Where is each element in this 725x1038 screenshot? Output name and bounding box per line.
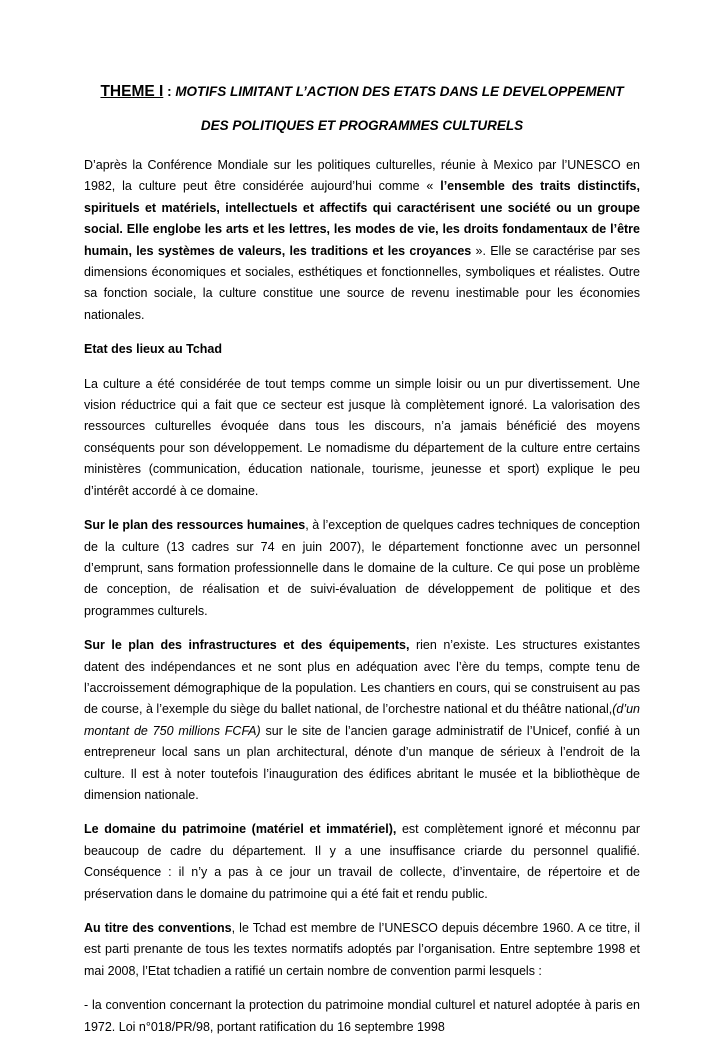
title-text: MOTIFS LIMITANT L’ACTION DES ETATS DANS LE DEVELOPPEMENT [175, 84, 624, 99]
list-item-convention-1972: - la convention concernant la protection du patrimoine mondial culturel et naturel adoptée à paris en 1972. Loi n°018/PR/98, portant ratification du 16 septembre 1998 [84, 998, 640, 1034]
infrastructures-body-1: rien n’existe. Les structures existantes datent des indépendances et ne sont plus en adéquation avec l’ère du temps, compte tenu de l’accroissement démographique de la population. Les chantiers en cours, qui se construisent au pas de course, à l’exemple du siège du ballet national, de l’orchestre national et du théâtre national, [84, 638, 640, 717]
infrastructures-montant-italic: (d’un montant de 750 millions FCFA) [84, 702, 640, 738]
title-separator: : [163, 84, 176, 99]
document-title [84, 82, 640, 102]
paragraph-patrimoine [84, 819, 640, 905]
conventions-lead: Au titre des conventions [84, 921, 232, 935]
paragraph-ressources-humaines [84, 515, 640, 622]
title-theme-label: THEME I [100, 83, 164, 100]
ressources-humaines-lead: Sur le plan des ressources humaines [84, 518, 306, 533]
paragraph-infrastructures [84, 635, 640, 806]
patrimoine-body: est complètement ignoré et méconnu par beaucoup de cadre du département. Il y a une insuffisance criarde du personnel qualifié. Conséquence : il n’y a pas à ce jour un travail de collecte, d’inventaire, de répertoire et de préservation dans le domaine du patrimoine qui a été fait et rendu public. [84, 822, 640, 901]
intro-run-before-quote: D’après la Conférence Mondiale sur les politiques culturelles, réunie à Mexico par l’UNESCO en 1982, la culture peut être considérée aujourd’hui comme « [84, 158, 640, 194]
infrastructures-lead: Sur le plan des infrastructures et des équipements, [84, 638, 410, 653]
ressources-humaines-body: , à l’exception de quelques cadres techniques de conception de la culture (13 cadres sur 74 en juin 2007), le département fonctionne avec un personnel d’emprunt, sans formation professionnelle dans le domaine de la culture. Ce qui pose un problème de conception, de réalisation et de suivi-évaluation de développement de politique et des programmes culturels. [84, 518, 640, 618]
conventions-body: , le Tchad est membre de l’UNESCO depuis décembre 1960. A ce titre, il est parti prenante de tous les textes normatifs adoptés par l’organisation. Entre septembre 1998 et mai 2008, l’Etat tchadien a ratifié un certain nombre de convention parmi lesquels : [84, 921, 640, 978]
section-heading-etat-des-lieux: Etat des lieux au Tchad [84, 342, 223, 357]
paragraph-intro [84, 155, 640, 326]
paragraph-conventions [84, 918, 640, 982]
intro-quoted-definition: l’ensemble des traits distinctifs, spirituels et matériels, intellectuels et affectifs qui caractérisent une société ou un groupe social. Elle englobe les arts et les lettres, les modes de vie, les droits fondamentaux de l’être humain, les systèmes de valeurs, les traditions et les croyances [84, 179, 640, 258]
paragraph-etat-des-lieux: La culture a été considérée de tout temps comme un simple loisir ou un pur divertissement. Une vision réductrice qui a fait que ce secteur est jusque là complètement ignoré. La valorisation des ressources culturelles évoquée dans tous les discours, n’a jamais bénéficié des moyens conséquents pour son développement. Le nomadisme du département de la culture entre certains ministères (communication, éducation nationale, tourisme, jeunesse et sport) explique le peu d’intérêt accordé à ce domaine. [84, 376, 640, 498]
intro-run-after-quote: ». Elle se caractérise par ses dimensions économiques et sociales, esthétiques et fonctionnelles, symboliques et réalistes. Outre sa fonction sociale, la culture constitue une source de revenu inestimable pour les économies nationales. [84, 243, 640, 322]
infrastructures-body-2: sur le site de l’ancien garage administratif de l’Unicef, confié à un entrepreneur local sans un plan architectural, dénote d’un manque de sérieux à l’endroit de la culture. Il est à noter toutefois l’inauguration des édifices abritant le musée et la bibliothèque de dimension nationale. [84, 723, 640, 802]
document-subtitle: DES POLITIQUES ET PROGRAMMES CULTURELS [200, 118, 524, 133]
patrimoine-lead: Le domaine du patrimoine (matériel et immatériel), [84, 822, 397, 837]
